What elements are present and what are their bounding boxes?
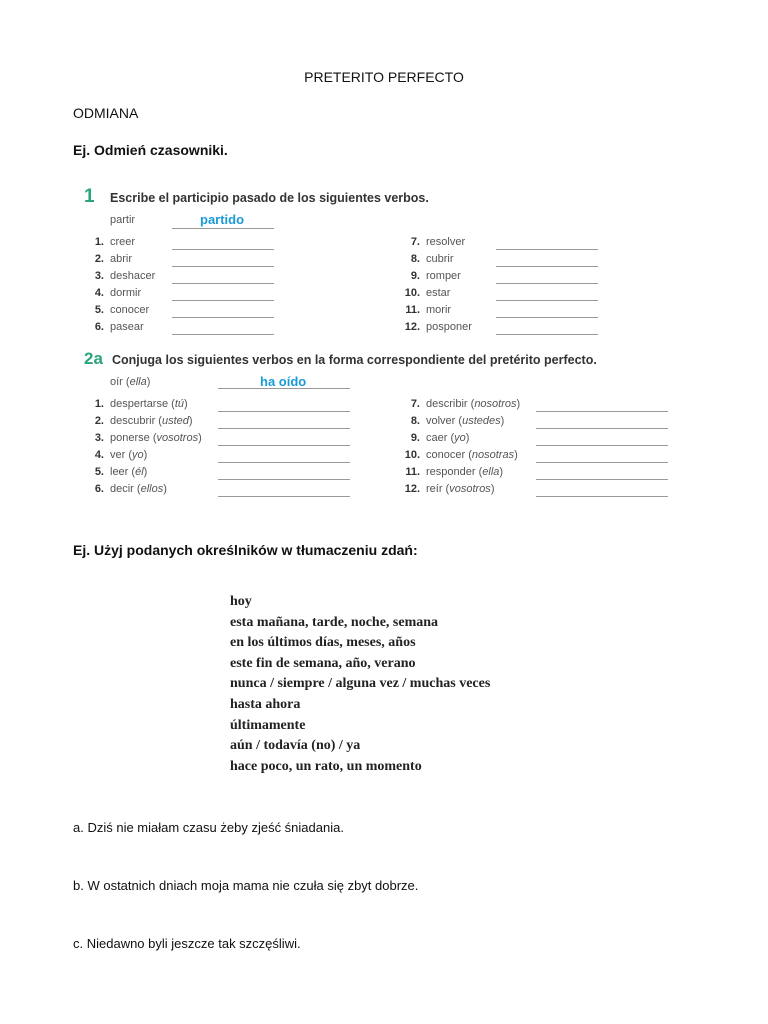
exercise-1-item [82, 236, 135, 248]
item-number: 1. [94, 236, 104, 248]
task-1-heading: Ej. Odmień czasowniki. [73, 142, 228, 158]
exercise-1-item [398, 253, 454, 265]
item-verb: ver (yo) [110, 449, 148, 461]
exercise-2a-item [398, 398, 520, 410]
item-verb: abrir [110, 253, 133, 265]
item-number: 2. [94, 253, 104, 265]
item-pronoun: vosotros [449, 483, 491, 495]
exercise-2a-item [82, 432, 202, 444]
item-number: 6. [94, 321, 104, 333]
item-verb: leer (él) [110, 466, 148, 478]
expression-item: aún / todavía (no) / ya [230, 738, 361, 754]
item-verb: resolver [426, 236, 466, 248]
item-number: 11. [405, 466, 420, 478]
example-verb: partir [110, 214, 136, 226]
exercise-1-item [82, 304, 149, 316]
answer-line[interactable] [172, 283, 274, 284]
item-number: 9. [410, 270, 420, 282]
exercise-2a-item [398, 483, 494, 495]
item-verb: descubrir (usted) [110, 415, 193, 427]
expression-item: este fin de semana, año, verano [230, 655, 416, 671]
item-number: 9. [410, 432, 420, 444]
exercise-1-item [82, 270, 155, 282]
item-number: 6. [94, 483, 104, 495]
exercise-1-item [82, 287, 141, 299]
item-pronoun: usted [161, 415, 189, 427]
item-number: 4. [94, 449, 104, 461]
expression-item: esta mañana, tarde, noche, semana [230, 614, 439, 630]
item-pronoun: yo [454, 432, 466, 444]
exercise-1-item [398, 321, 472, 333]
exercise-2a-example: oír (ella) [110, 376, 151, 388]
item-pronoun: yo [132, 449, 144, 461]
example-verb: oír [110, 376, 123, 388]
item-verb: pasear [110, 321, 144, 333]
task-2-heading: Ej. Użyj podanych określników w tłumaczeniu zdań: [73, 542, 418, 558]
item-verb: despertarse (tú) [110, 398, 188, 410]
item-verb: decir (ellos) [110, 483, 167, 495]
sentence-item: c. Niedawno byli jeszcze tak szczęśliwi. [73, 936, 301, 951]
item-verb: creer [110, 236, 136, 248]
item-verb: conocer (nosotras) [426, 449, 518, 461]
answer-line[interactable] [218, 462, 350, 463]
exercise-1-number: 1 [84, 186, 95, 207]
exercise-1-instruction: Escribe el participio pasado de los siguientes verbos. [110, 191, 429, 205]
item-verb: cubrir [426, 253, 454, 265]
answer-line[interactable] [496, 300, 598, 301]
exercise-2a-number: 2a [84, 349, 103, 368]
example-answer-line [172, 228, 274, 229]
example-pronoun: ella [129, 376, 147, 388]
item-pronoun: vosotros [156, 432, 199, 444]
document-title: PRETERITO PERFECTO [304, 69, 464, 85]
exercise-2a-item [398, 432, 469, 444]
expression-item: últimamente [230, 717, 306, 733]
item-pronoun: ellos [140, 483, 164, 495]
item-verb: dormir [110, 287, 142, 299]
answer-line[interactable] [218, 496, 350, 497]
exercise-1-item [82, 321, 144, 333]
item-verb: morir [426, 304, 452, 316]
exercise-1-item [398, 287, 450, 299]
expression-item: hace poco, un rato, un momento [230, 758, 422, 774]
exercise-2a-item [398, 466, 503, 478]
item-verb: conocer [110, 304, 150, 316]
item-pronoun: ustedes [462, 415, 501, 427]
expression-item: en los últimos días, meses, años [230, 635, 416, 651]
item-number: 5. [94, 466, 104, 478]
item-verb: estar [426, 287, 451, 299]
exercise-1-example [110, 214, 135, 226]
item-pronoun: nosotros [474, 398, 517, 410]
item-verb: posponer [426, 321, 472, 333]
item-number: 5. [94, 304, 104, 316]
answer-line[interactable] [172, 266, 274, 267]
item-pronoun: tú [174, 398, 185, 410]
section-heading: ODMIANA [73, 105, 139, 121]
item-number: 12. [404, 321, 420, 333]
item-verb: romper [426, 270, 461, 282]
answer-line[interactable] [496, 317, 598, 318]
item-verb: caer (yo) [426, 432, 470, 444]
exercise-2a-item [82, 466, 147, 478]
exercise-1-item [398, 236, 465, 248]
answer-line[interactable] [172, 334, 274, 335]
item-number: 11. [405, 304, 420, 316]
item-pronoun: él [135, 466, 144, 478]
answer-line[interactable] [218, 411, 350, 412]
item-verb: volver (ustedes) [426, 415, 505, 427]
exercise-1-item [398, 304, 451, 316]
item-pronoun: nosotras [471, 449, 515, 461]
exercise-1-item [82, 253, 132, 265]
item-number: 7. [410, 236, 420, 248]
exercise-1-item [398, 270, 461, 282]
answer-line[interactable] [172, 317, 274, 318]
expression-item: hasta ahora [230, 697, 301, 712]
answer-line[interactable] [536, 496, 668, 497]
answer-line[interactable] [218, 428, 350, 429]
item-verb: deshacer [110, 270, 156, 282]
answer-line[interactable] [172, 249, 274, 250]
answer-line[interactable] [172, 300, 274, 301]
exercise-2a-item [82, 415, 193, 427]
answer-line[interactable] [536, 479, 668, 480]
item-verb: reír (vosotros) [426, 483, 495, 495]
item-number: 1. [94, 398, 104, 410]
example-answer: ha oído [260, 374, 307, 389]
item-number: 10. [404, 449, 420, 461]
item-verb: ponerse (vosotros) [110, 432, 202, 444]
item-number: 3. [94, 432, 104, 444]
exercise-2a-item [398, 449, 518, 461]
item-number: 12. [404, 483, 420, 495]
expression-item: nunca / siempre / alguna vez / muchas veces [230, 676, 491, 692]
answer-line[interactable] [536, 445, 668, 446]
item-number: 3. [94, 270, 104, 282]
item-number: 8. [410, 415, 420, 427]
example-answer: partido [200, 212, 245, 227]
sentence-item: a. Dziś nie miałam czasu żeby zjeść śniadania. [73, 820, 344, 835]
item-verb: responder (ella) [426, 466, 504, 478]
item-number: 2. [94, 415, 104, 427]
answer-line[interactable] [496, 266, 598, 267]
expression-item: hoy [230, 594, 252, 609]
answer-line[interactable] [218, 445, 350, 446]
answer-line[interactable] [536, 428, 668, 429]
answer-line[interactable] [496, 283, 598, 284]
exercise-2a-item [82, 449, 147, 461]
exercise-2a-item [82, 483, 167, 495]
item-number: 7. [410, 398, 420, 410]
item-number: 8. [410, 253, 420, 265]
exercise-2a-instruction: Conjuga los siguientes verbos en la forma correspondiente del pretérito perfecto. [112, 353, 597, 367]
answer-line[interactable] [536, 462, 668, 463]
answer-line[interactable] [536, 411, 668, 412]
sentence-item: b. W ostatnich dniach moja mama nie czuła się zbyt dobrze. [73, 878, 419, 893]
exercise-2a-item [82, 398, 188, 410]
item-number: 4. [94, 287, 104, 299]
answer-line[interactable] [218, 479, 350, 480]
answer-line[interactable] [496, 249, 598, 250]
item-number: 10. [404, 287, 420, 299]
item-pronoun: ella [482, 466, 500, 478]
item-verb: describir (nosotros) [426, 398, 521, 410]
answer-line[interactable] [496, 334, 598, 335]
exercise-2a-item [398, 415, 504, 427]
